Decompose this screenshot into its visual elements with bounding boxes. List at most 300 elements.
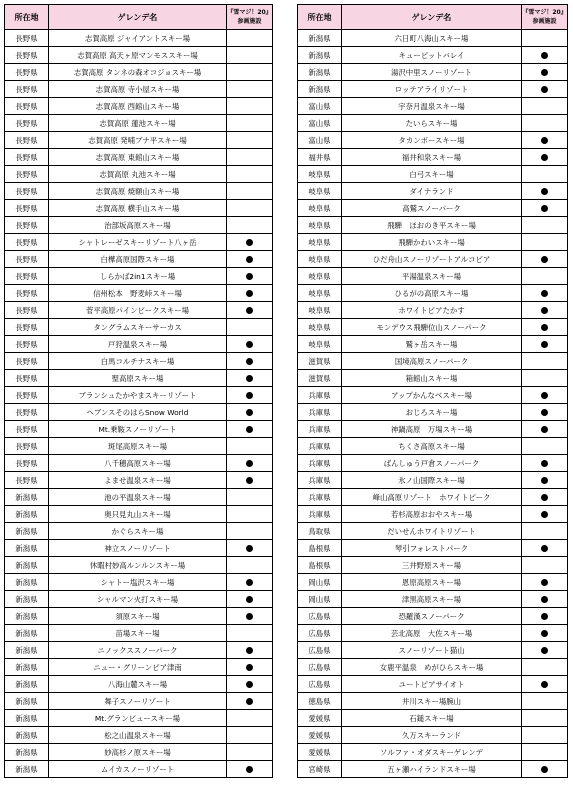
participation-dot-icon	[541, 392, 548, 399]
cell-participation	[522, 744, 568, 761]
cell-participation	[522, 506, 568, 523]
cell-participation	[227, 506, 273, 523]
cell-resort-name: モンデウス飛騨位山スノーパーク	[342, 319, 522, 336]
cell-resort-name: 芸北高原 大佐スキー場	[342, 625, 522, 642]
cell-prefecture: 長野県	[5, 438, 49, 455]
table-row	[298, 557, 568, 574]
cell-resort-name: 宇奈月温泉スキー場	[342, 98, 522, 115]
cell-prefecture: 岐阜県	[298, 166, 342, 183]
participation-dot-icon	[541, 596, 548, 603]
participation-dot-icon	[541, 69, 548, 76]
cell-participation	[227, 489, 273, 506]
table-row	[5, 166, 273, 183]
cell-prefecture: 岐阜県	[298, 268, 342, 285]
cell-resort-name: 志賀高原 横手山スキー場	[49, 200, 227, 217]
cell-participation	[522, 268, 568, 285]
cell-participation	[227, 217, 273, 234]
cell-resort-name: ムイカスノーリゾート	[49, 761, 227, 778]
cell-participation	[522, 166, 568, 183]
participation-dot-icon	[541, 460, 548, 467]
cell-participation	[522, 251, 568, 268]
cell-resort-name: 箱館山スキー場	[342, 370, 522, 387]
cell-prefecture: 福井県	[298, 149, 342, 166]
cell-prefecture: 長野県	[5, 200, 49, 217]
cell-participation	[227, 149, 273, 166]
cell-resort-name: 飛騨 ほおのき平スキー場	[342, 217, 522, 234]
cell-resort-name: ホワイトピアたかす	[342, 302, 522, 319]
cell-resort-name: 志賀高原 東館山スキー場	[49, 149, 227, 166]
table-row	[298, 183, 568, 200]
table-row	[5, 251, 273, 268]
participation-dot-icon	[246, 375, 253, 382]
cell-participation	[227, 183, 273, 200]
table-row	[298, 285, 568, 302]
cell-prefecture: 新潟県	[5, 591, 49, 608]
participation-dot-icon	[541, 137, 548, 144]
cell-resort-name: 志賀高原 発哺ブナ平スキー場	[49, 132, 227, 149]
cell-prefecture: 島根県	[298, 557, 342, 574]
cell-resort-name: ダイナランド	[342, 183, 522, 200]
cell-participation	[522, 523, 568, 540]
table-row	[5, 285, 273, 302]
cell-participation	[522, 285, 568, 302]
cell-resort-name: 治部坂高原スキー場	[49, 217, 227, 234]
participation-dot-icon	[541, 154, 548, 161]
cell-resort-name: 舞子スノーリゾート	[49, 693, 227, 710]
cell-participation	[522, 642, 568, 659]
participation-dot-icon	[541, 494, 548, 501]
cell-prefecture: 兵庫県	[298, 421, 342, 438]
participation-dot-icon	[541, 647, 548, 654]
cell-participation	[227, 727, 273, 744]
cell-resort-name: 志賀高原 丸池スキー場	[49, 166, 227, 183]
participation-dot-icon	[246, 290, 253, 297]
cell-prefecture: 滋賀県	[298, 370, 342, 387]
participation-dot-icon	[541, 52, 548, 59]
cell-resort-name: 福井和泉スキー場	[342, 149, 522, 166]
table-row	[5, 200, 273, 217]
cell-participation	[522, 472, 568, 489]
table-row	[5, 659, 273, 676]
cell-resort-name: 峰山高原リゾート ホワイトピーク	[342, 489, 522, 506]
cell-participation	[522, 438, 568, 455]
participation-dot-icon	[541, 205, 548, 212]
cell-prefecture: 新潟県	[5, 761, 49, 778]
table-row	[5, 98, 273, 115]
cell-participation	[522, 200, 568, 217]
cell-resort-name: 志賀高原 ジャイアントスキー場	[49, 30, 227, 47]
table-row	[298, 455, 568, 472]
cell-prefecture: 新潟県	[5, 710, 49, 727]
cell-prefecture: 岐阜県	[298, 319, 342, 336]
cell-prefecture: 兵庫県	[298, 472, 342, 489]
cell-participation	[227, 81, 273, 98]
table-row	[298, 710, 568, 727]
cell-participation	[522, 336, 568, 353]
table-row	[5, 370, 273, 387]
cell-prefecture: 岐阜県	[298, 302, 342, 319]
cell-prefecture: 長野県	[5, 183, 49, 200]
cell-participation	[227, 336, 273, 353]
header-participation-line1: 『雪マジ！20』	[522, 9, 567, 16]
header-participation-line2: 参画施設	[237, 18, 262, 25]
cell-prefecture: 新潟県	[5, 744, 49, 761]
cell-prefecture: 長野県	[5, 217, 49, 234]
cell-resort-name: 白馬コルチナスキー場	[49, 353, 227, 370]
table-row	[298, 489, 568, 506]
cell-resort-name: 菅平高原パインビークスキー場	[49, 302, 227, 319]
cell-resort-name: かぐらスキー場	[49, 523, 227, 540]
cell-resort-name: 氷ノ山国際スキー場	[342, 472, 522, 489]
participation-dot-icon	[246, 545, 253, 552]
cell-resort-name: 奥只見丸山スキー場	[49, 506, 227, 523]
cell-prefecture: 新潟県	[5, 608, 49, 625]
cell-participation	[522, 217, 568, 234]
table-row	[5, 81, 273, 98]
table-row	[298, 523, 568, 540]
cell-prefecture: 新潟県	[5, 523, 49, 540]
cell-resort-name: タングラムスキーサーカス	[49, 319, 227, 336]
cell-prefecture: 富山県	[298, 115, 342, 132]
table-row	[298, 625, 568, 642]
table-row	[5, 642, 273, 659]
header-prefecture: 所在地	[5, 5, 49, 30]
cell-prefecture: 新潟県	[298, 47, 342, 64]
cell-participation	[227, 608, 273, 625]
cell-prefecture: 岐阜県	[298, 200, 342, 217]
participation-dot-icon	[246, 681, 253, 688]
table-row	[5, 574, 273, 591]
cell-participation	[522, 47, 568, 64]
participation-dot-icon	[541, 545, 548, 552]
header-participation	[522, 5, 568, 30]
table-row	[298, 438, 568, 455]
header-participation-line2: 参画施設	[532, 18, 557, 25]
cell-prefecture: 長野県	[5, 472, 49, 489]
participation-dot-icon	[541, 324, 548, 331]
table-row	[5, 421, 273, 438]
cell-prefecture: 長野県	[5, 455, 49, 472]
table-row	[5, 132, 273, 149]
table-row	[5, 506, 273, 523]
table-row	[298, 421, 568, 438]
cell-prefecture: 新潟県	[5, 540, 49, 557]
cell-resort-name: 女鹿平温泉 めがひらスキー場	[342, 659, 522, 676]
cell-resort-name: 飛騨かわいスキー場	[342, 234, 522, 251]
table-row	[298, 642, 568, 659]
cell-participation	[227, 285, 273, 302]
cell-participation	[522, 149, 568, 166]
cell-prefecture: 滋賀県	[298, 353, 342, 370]
cell-resort-name: ユートピアサイオト	[342, 676, 522, 693]
participation-dot-icon	[541, 613, 548, 620]
participation-dot-icon	[246, 256, 253, 263]
participation-dot-icon	[246, 613, 253, 620]
cell-prefecture: 鳥取県	[298, 523, 342, 540]
participation-dot-icon	[541, 256, 548, 263]
cell-participation	[522, 319, 568, 336]
table-row	[5, 540, 273, 557]
cell-participation	[227, 693, 273, 710]
cell-resort-name: だいせんホワイトリゾート	[342, 523, 522, 540]
table-row	[5, 234, 273, 251]
cell-prefecture: 岐阜県	[298, 217, 342, 234]
cell-prefecture: 岐阜県	[298, 234, 342, 251]
table-row	[298, 81, 568, 98]
table-row	[5, 319, 273, 336]
cell-prefecture: 新潟県	[5, 659, 49, 676]
table-row	[5, 761, 273, 778]
table-row	[298, 693, 568, 710]
cell-resort-name: タカンボースキー場	[342, 132, 522, 149]
cell-resort-name: 湯沢中里スノーリゾート	[342, 64, 522, 81]
cell-resort-name: Mt.乗鞍スノーリゾート	[49, 421, 227, 438]
cell-prefecture: 愛媛県	[298, 710, 342, 727]
table-row	[5, 217, 273, 234]
participation-dot-icon	[541, 630, 548, 637]
participation-dot-icon	[246, 477, 253, 484]
table-row	[298, 149, 568, 166]
participation-dot-icon	[246, 358, 253, 365]
table-row	[298, 404, 568, 421]
table-row	[5, 336, 273, 353]
cell-resort-name: 三井野原スキー場	[342, 557, 522, 574]
resort-table-right	[297, 4, 568, 778]
table-row	[5, 47, 273, 64]
cell-prefecture: 長野県	[5, 387, 49, 404]
cell-participation	[227, 30, 273, 47]
table-row	[5, 557, 273, 574]
table-row	[5, 608, 273, 625]
cell-prefecture: 富山県	[298, 98, 342, 115]
cell-participation	[227, 761, 273, 778]
cell-resort-name: 津黒高原スキー場	[342, 591, 522, 608]
header-resort-name: ゲレンデ名	[342, 5, 522, 30]
cell-resort-name: ブランシュたかやまスキーリゾート	[49, 387, 227, 404]
cell-prefecture: 長野県	[5, 268, 49, 285]
cell-participation	[522, 64, 568, 81]
cell-resort-name: 恐羅漢スノーパーク	[342, 608, 522, 625]
table-row	[298, 132, 568, 149]
cell-resort-name: 志賀高原 寺小屋スキー場	[49, 81, 227, 98]
cell-prefecture: 長野県	[5, 353, 49, 370]
cell-prefecture: 新潟県	[5, 506, 49, 523]
participation-dot-icon	[246, 392, 253, 399]
cell-resort-name: 戸狩温泉スキー場	[49, 336, 227, 353]
cell-participation	[522, 540, 568, 557]
cell-participation	[522, 761, 568, 778]
cell-prefecture: 岡山県	[298, 591, 342, 608]
table-row	[298, 234, 568, 251]
cell-resort-name: 久万スキーランド	[342, 727, 522, 744]
participation-dot-icon	[541, 477, 548, 484]
cell-participation	[522, 183, 568, 200]
cell-prefecture: 愛媛県	[298, 727, 342, 744]
cell-resort-name: 六日町八海山スキー場	[342, 30, 522, 47]
cell-resort-name: しらかば2in1スキー場	[49, 268, 227, 285]
table-row	[298, 472, 568, 489]
cell-resort-name: キューピットバレイ	[342, 47, 522, 64]
table-row	[5, 438, 273, 455]
cell-resort-name: ばんしゅう戸倉スノーパーク	[342, 455, 522, 472]
table-row	[298, 64, 568, 81]
cell-prefecture: 長野県	[5, 115, 49, 132]
cell-participation	[227, 438, 273, 455]
table-row	[298, 574, 568, 591]
cell-participation	[522, 353, 568, 370]
cell-resort-name: 国境高原スノーパーク	[342, 353, 522, 370]
cell-resort-name: ひだ舟山スノーリゾートアルコピア	[342, 251, 522, 268]
table-row	[298, 200, 568, 217]
cell-resort-name: アップかんなべスキー場	[342, 387, 522, 404]
cell-participation	[522, 81, 568, 98]
cell-prefecture: 兵庫県	[298, 455, 342, 472]
cell-participation	[227, 353, 273, 370]
participation-dot-icon	[541, 188, 548, 195]
cell-resort-name: 白樺高原国際スキー場	[49, 251, 227, 268]
cell-resort-name: Mt.グランビュースキー場	[49, 710, 227, 727]
participation-dot-icon	[246, 341, 253, 348]
cell-prefecture: 長野県	[5, 30, 49, 47]
cell-participation	[227, 251, 273, 268]
table-row	[5, 676, 273, 693]
cell-prefecture: 新潟県	[5, 676, 49, 693]
cell-participation	[522, 132, 568, 149]
cell-participation	[522, 676, 568, 693]
cell-resort-name: ちくさ高原スキー場	[342, 438, 522, 455]
cell-prefecture: 新潟県	[5, 693, 49, 710]
cell-participation	[227, 47, 273, 64]
cell-resort-name: 池の平温泉スキー場	[49, 489, 227, 506]
cell-resort-name: ニュー・グリーンピア津南	[49, 659, 227, 676]
cell-participation	[522, 557, 568, 574]
cell-participation	[227, 591, 273, 608]
cell-prefecture: 兵庫県	[298, 404, 342, 421]
cell-resort-name: 琴引フォレストパーク	[342, 540, 522, 557]
table-row	[298, 353, 568, 370]
table-row	[5, 472, 273, 489]
participation-dot-icon	[541, 766, 548, 773]
table-row	[298, 268, 568, 285]
cell-resort-name: 志賀高原 蓮池スキー場	[49, 115, 227, 132]
cell-resort-name: 志賀高原 高天ヶ原マンモススキー場	[49, 47, 227, 64]
cell-participation	[522, 625, 568, 642]
participation-dot-icon	[246, 239, 253, 246]
participation-dot-icon	[541, 409, 548, 416]
cell-prefecture: 岐阜県	[298, 336, 342, 353]
cell-participation	[522, 421, 568, 438]
cell-resort-name: 苗場スキー場	[49, 625, 227, 642]
cell-resort-name: 聖高原スキー場	[49, 370, 227, 387]
cell-participation	[227, 302, 273, 319]
cell-resort-name: 五ヶ瀬ハイランドスキー場	[342, 761, 522, 778]
table-row	[5, 455, 273, 472]
cell-participation	[227, 472, 273, 489]
header-participation	[227, 5, 273, 30]
cell-resort-name: 斑尾高原スキー場	[49, 438, 227, 455]
cell-participation	[522, 234, 568, 251]
table-row	[5, 744, 273, 761]
cell-resort-name: 神鍋高原 万場スキー場	[342, 421, 522, 438]
cell-participation	[227, 404, 273, 421]
table-row	[298, 336, 568, 353]
cell-prefecture: 広島県	[298, 676, 342, 693]
participation-dot-icon	[541, 290, 548, 297]
header-row	[5, 5, 273, 30]
participation-dot-icon	[246, 426, 253, 433]
table-row	[5, 693, 273, 710]
participation-dot-icon	[541, 307, 548, 314]
cell-prefecture: 兵庫県	[298, 387, 342, 404]
cell-participation	[227, 642, 273, 659]
cell-prefecture: 長野県	[5, 234, 49, 251]
cell-prefecture: 長野県	[5, 251, 49, 268]
cell-prefecture: 新潟県	[5, 557, 49, 574]
participation-dot-icon	[246, 647, 253, 654]
cell-participation	[227, 370, 273, 387]
cell-resort-name: 妙高杉ノ原スキー場	[49, 744, 227, 761]
cell-prefecture: 兵庫県	[298, 489, 342, 506]
cell-prefecture: 新潟県	[298, 81, 342, 98]
cell-resort-name: 井川スキー場腕山	[342, 693, 522, 710]
participation-dot-icon	[541, 579, 548, 586]
table-row	[5, 268, 273, 285]
cell-participation	[522, 115, 568, 132]
table-row	[298, 744, 568, 761]
table-row	[298, 30, 568, 47]
cell-resort-name: 高鷲スノーパーク	[342, 200, 522, 217]
cell-prefecture: 徳島県	[298, 693, 342, 710]
participation-dot-icon	[541, 511, 548, 518]
cell-participation	[522, 489, 568, 506]
table-row	[5, 30, 273, 47]
table-row	[298, 251, 568, 268]
cell-participation	[227, 64, 273, 81]
cell-prefecture: 島根県	[298, 540, 342, 557]
cell-resort-name: 平湯温泉スキー場	[342, 268, 522, 285]
cell-participation	[227, 234, 273, 251]
table-row	[5, 149, 273, 166]
cell-prefecture: 長野県	[5, 285, 49, 302]
table-row	[298, 115, 568, 132]
cell-participation	[522, 30, 568, 47]
cell-resort-name: ひるがの高原スキー場	[342, 285, 522, 302]
cell-participation	[522, 710, 568, 727]
cell-participation	[227, 166, 273, 183]
table-row	[5, 404, 273, 421]
cell-resort-name: 石鎚スキー場	[342, 710, 522, 727]
participation-dot-icon	[541, 681, 548, 688]
participation-dot-icon	[246, 409, 253, 416]
table-row	[298, 676, 568, 693]
cell-participation	[227, 625, 273, 642]
cell-participation	[522, 302, 568, 319]
table-row	[5, 353, 273, 370]
cell-resort-name: 信州松本 野麦峠スキー場	[49, 285, 227, 302]
cell-prefecture: 兵庫県	[298, 438, 342, 455]
cell-participation	[227, 200, 273, 217]
cell-prefecture: 広島県	[298, 608, 342, 625]
cell-resort-name: おじろスキー場	[342, 404, 522, 421]
table-row	[298, 659, 568, 676]
cell-participation	[227, 421, 273, 438]
table-row	[5, 489, 273, 506]
participation-dot-icon	[246, 579, 253, 586]
cell-prefecture: 長野県	[5, 370, 49, 387]
cell-resort-name: 志賀高原 タンネの森オコジョスキー場	[49, 64, 227, 81]
cell-prefecture: 広島県	[298, 625, 342, 642]
table-row	[5, 115, 273, 132]
